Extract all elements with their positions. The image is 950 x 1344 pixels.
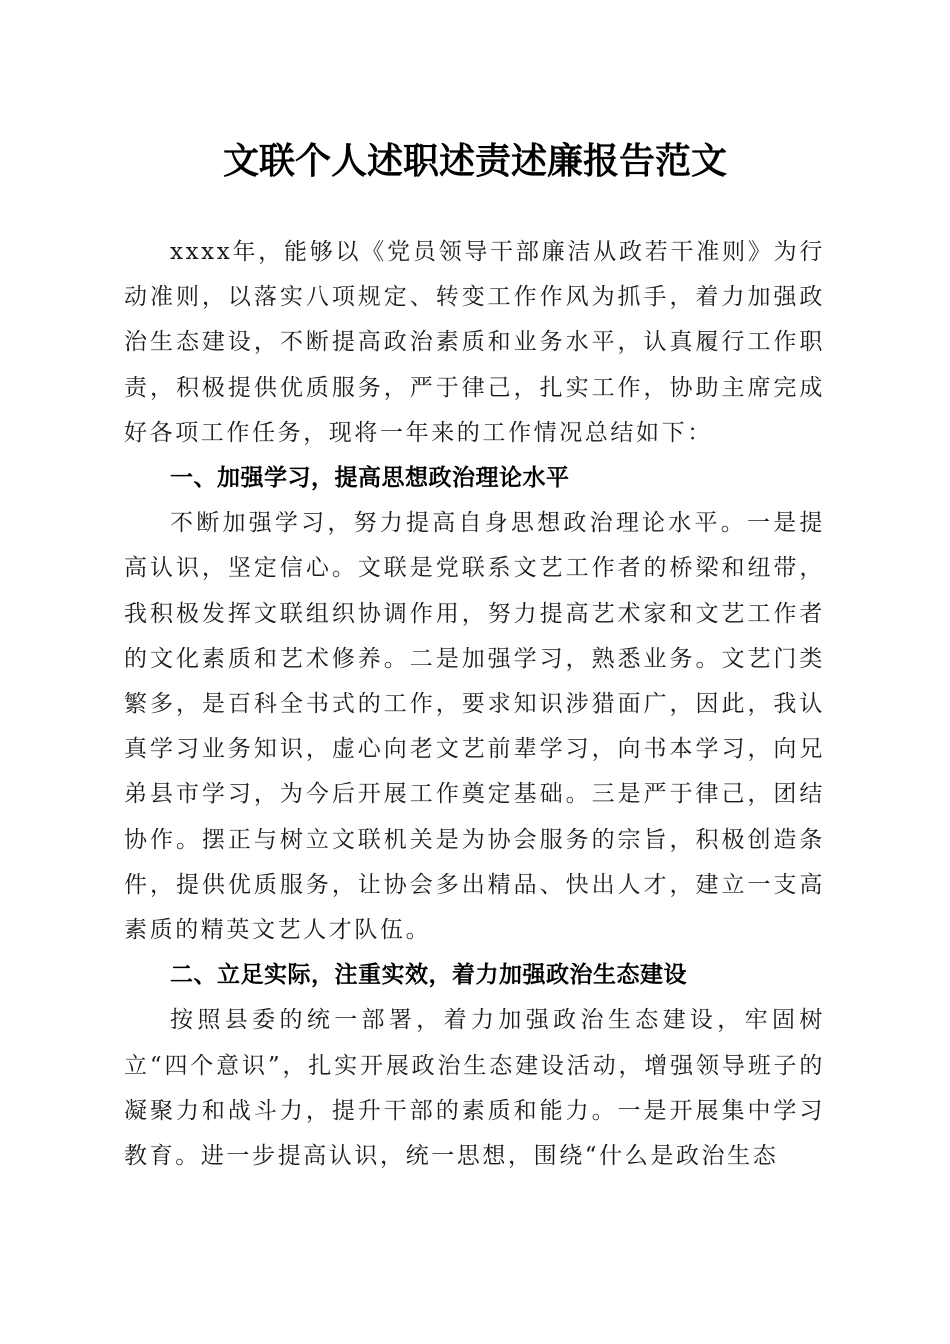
document-body xyxy=(124,230,825,1179)
section-heading-1: 一、加强学习，提高思想政治理论水平 xyxy=(170,465,570,492)
document-title: 文联个人述职述责述廉报告范文 xyxy=(222,140,727,182)
section-1-paragraph: 不断加强学习，努力提高自身思想政治理论水平。一是提高认识，坚定信心。文联是党联系文艺工作者的桥梁和纽带，我积极发挥文联组织协调作用，努力提高艺术家和文艺工作者的文化素质和艺术修养。二是加强学习，熟悉业务。文艺门类繁多，是百科全书式的工作，要求知识涉猎面广，因此，我认真学习业务知识，虚心向老文艺前辈学习，向书本学习，向兄弟县市学习，为今后开展工作奠定基础。三是严于律己，团结协作。摆正与树立文联机关是为协会服务的宗旨，积极创造条件，提供优质服务，让协会多出精品、快出人才，建立一支高素质的精英文艺人才队伍。 xyxy=(124,510,825,944)
section-2-paragraph: 按照县委的统一部署，着力加强政治生态建设，牢固树立“四个意识”，扎实开展政治生态建设活动，增强领导班子的凝聚力和战斗力，提升干部的素质和能力。一是开展集中学习教育。进一步提高认识，统一思想，围绕“什么是政治生态 xyxy=(124,1007,825,1170)
section-heading-2: 二、立足实际，注重实效，着力加强政治生态建设 xyxy=(170,962,687,989)
intro-paragraph: xxxx年，能够以《党员领导干部廉洁从政若干准则》为行动准则，以落实八项规定、转变工作作风为抓手，着力加强政治生态建设，不断提高政治素质和业务水平，认真履行工作职责，积极提供优质服务，严于律己，扎实工作，协助主席完成好各项工作任务，现将一年来的工作情况总结如下： xyxy=(124,239,825,446)
